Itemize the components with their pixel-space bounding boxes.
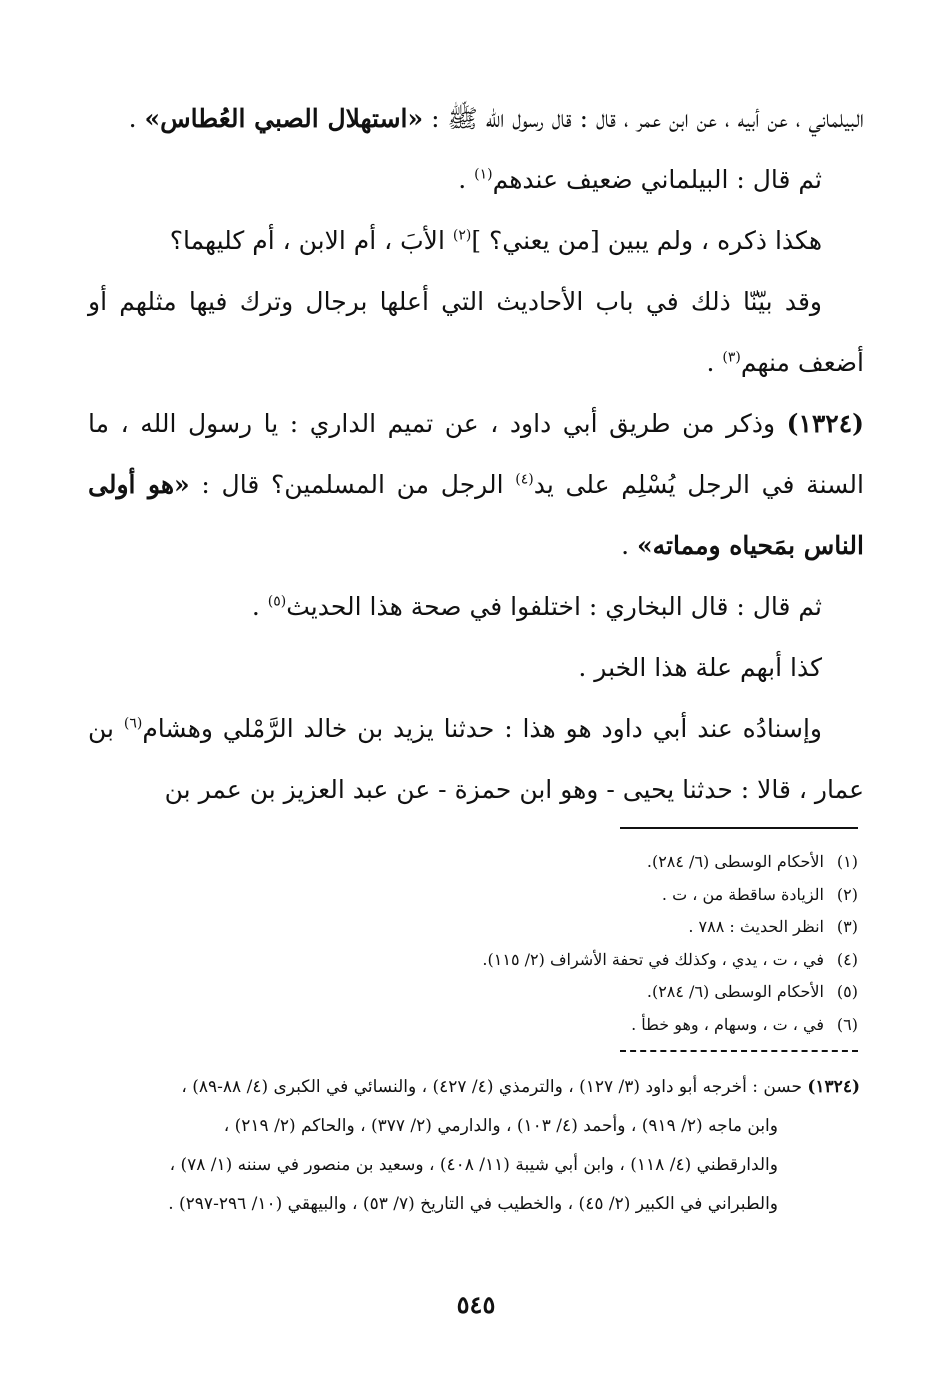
footnote-ref[interactable]: (٤) — [515, 471, 534, 488]
takhrij-line-2: وابن ماجه (٢/ ٩١٩) ، وأحمد (٤/ ١٠٣) ، والدارمي (٢/ ٣٧٧) ، والحاكم (٢/ ٢١٩) ، — [223, 1116, 778, 1136]
hadith-text: «استهلال الصبي العُطاس» — [144, 104, 424, 133]
paragraph-8: وإسنادُه عند أبي داود هو هذا : حدثنا يزيد بن خالد الرَّمْلي وهشام$^{(٦)}$ بن عمار ، قالا : حدثنا يحيى - وهو ابن حمزة - عن عبد العزيز بن عمر بن — [88, 714, 864, 804]
page-number: ٥٤٥ — [456, 1290, 496, 1319]
footnote-5: (٥)الأحكام الوسطى (٦/ ٢٨٤). — [646, 982, 858, 1002]
paragraph-7: كذا أبهم علة هذا الخبر . — [578, 653, 822, 682]
footnote-6: (٦)في ، ت ، وسهام ، وهو خطأ . — [631, 1014, 858, 1034]
takhrij-number: (١٣٢٤) — [807, 1077, 860, 1097]
footnote-3: (٣)انظر الحديث : ٧٨٨ . — [688, 917, 858, 937]
footnote-ref[interactable]: (٢) — [452, 227, 472, 244]
footnote-2: (٢)الزيادة ساقطة من ، ت . — [661, 884, 858, 904]
paragraph-3: هكذا ذكره ، ولم يبين [من يعني؟ ]$^{(٢)}$ الأبَ ، أم الابن ، أم كليهما؟ — [169, 226, 822, 255]
footnote-ref[interactable]: (٥) — [267, 593, 287, 610]
takhrij-notes — [84, 1068, 860, 1224]
footnote-ref[interactable]: (٦) — [123, 715, 143, 732]
takhrij-line-4: والطبراني في الكبير (٢/ ٤٥) ، والخطيب في التاريخ (٧/ ٥٣) ، والبيهقي (١٠/ ٢٩٦-٢٩٧) . — [168, 1194, 778, 1214]
footnote-1: (١)الأحكام الوسطى (٦/ ٢٨٤). — [646, 852, 858, 871]
paragraph-5: (١٣٢٤) وذكر من طريق أبي داود ، عن تميم الداري : يا رسول الله ، ما السنة في الرجل يُسْلِم على يد$^{(٤)}$ الرجل من المسلمين؟ قال : «هو أولى الناس بمَحياه ومماته» . — [88, 409, 864, 560]
footnotes — [158, 846, 858, 1042]
paragraph-6: ثم قال : قال البخاري : اختلفوا في صحة هذا الحديث$^{(٥)}$ . — [251, 592, 822, 621]
hadith-number: (١٣٢٤) — [786, 409, 864, 438]
takhrij-line-3: والدارقطني (٤/ ١١٨) ، وابن أبي شيبة (١١/ ٤٠٨) ، وسعيد بن منصور في سننه (١/ ٧٨) ، — [169, 1155, 778, 1175]
paragraph-1: البيلماني ، عن أبيه ، عن ابن عمر ، قال : قال رسول الله ﷺ : «استهلال الصبي العُطاس» . — [128, 104, 864, 133]
footnote-divider — [620, 827, 858, 829]
footnote-4: (٤)في ، ت ، يدي ، وكذلك في تحفة الأشراف (٢/ ١١٥). — [482, 949, 858, 969]
footnote-ref[interactable]: (١) — [474, 166, 493, 183]
hadith-text: «هو أولى الناس بمَحياه ومماته» — [88, 470, 864, 560]
main-text — [88, 88, 864, 820]
paragraph-2: ثم قال : البيلماني ضعيف عندهم$^{(١)}$ . — [458, 165, 822, 194]
takhrij-divider — [620, 1050, 858, 1052]
footnote-ref[interactable]: (٣) — [722, 349, 741, 366]
takhrij-line-1: (١٣٢٤) حسن : أخرجه أبو داود (٣/ ١٢٧) ، والترمذي (٤/ ٤٢٧) ، والنسائي في الكبرى (٤/ ٨٨-٨٩) ، — [181, 1077, 860, 1097]
paragraph-4: وقد بيّنّا ذلك في باب الأحاديث التي أعلها برجال وترك فيها مثلهم أو أضعف منهم$^{(٣)}$ . — [88, 287, 864, 377]
